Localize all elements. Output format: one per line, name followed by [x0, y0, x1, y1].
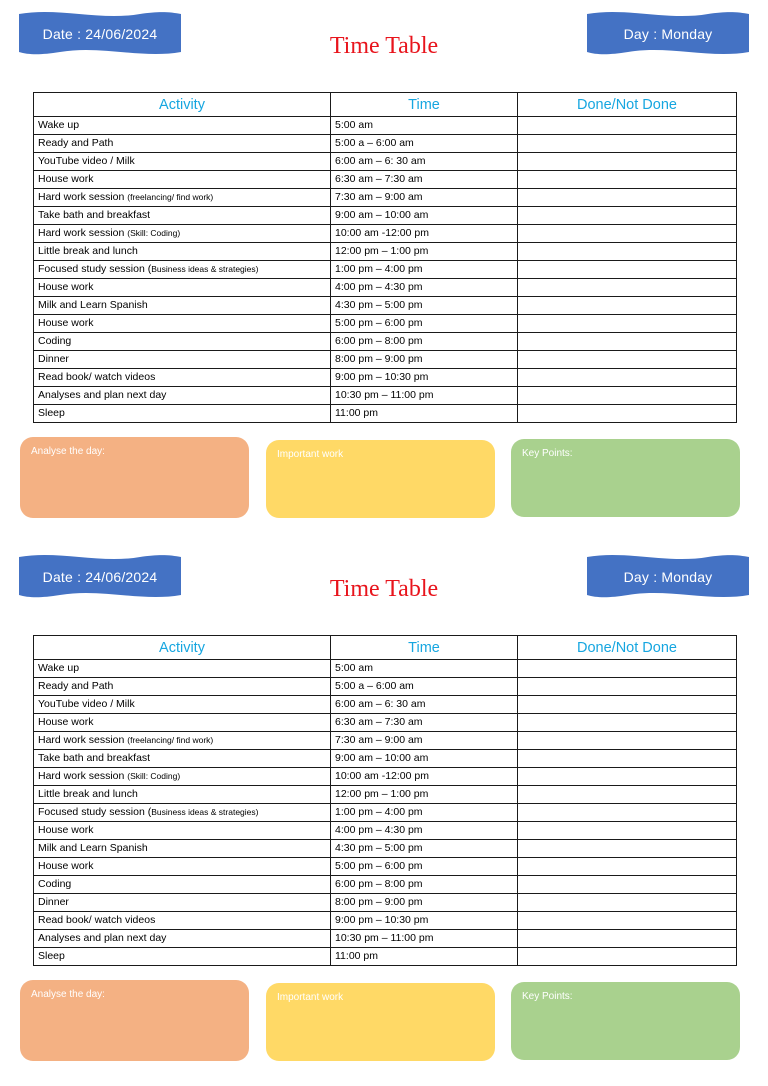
activity-cell — [34, 858, 331, 876]
table-row — [34, 894, 737, 912]
activity-cell — [34, 243, 331, 261]
activity-cell — [34, 117, 331, 135]
table-row — [34, 279, 737, 297]
activity-text: House work — [38, 824, 94, 836]
table-row — [34, 297, 737, 315]
activity-cell — [34, 804, 331, 822]
time-cell: 6:30 am – 7:30 am — [331, 714, 518, 732]
table-row — [34, 822, 737, 840]
done-cell[interactable] — [518, 225, 737, 243]
table-row — [34, 696, 737, 714]
table-row — [34, 243, 737, 261]
activity-cell — [34, 696, 331, 714]
key-points-label: Key Points: — [522, 991, 573, 1002]
activity-text: Wake up — [38, 119, 80, 131]
activity-text: Focused study session ( — [38, 263, 152, 275]
done-cell[interactable] — [518, 768, 737, 786]
activity-text: House work — [38, 317, 94, 329]
done-cell[interactable] — [518, 135, 737, 153]
timetable-page-section — [0, 543, 768, 1086]
time-cell: 11:00 pm — [331, 948, 518, 966]
done-cell[interactable] — [518, 660, 737, 678]
table-row — [34, 714, 737, 732]
important-work-box[interactable] — [266, 983, 495, 1061]
done-cell[interactable] — [518, 912, 737, 930]
table-row — [34, 207, 737, 225]
key-points-label: Key Points: — [522, 448, 573, 459]
activity-text: Little break and lunch — [38, 245, 138, 257]
activity-cell — [34, 171, 331, 189]
activity-text: Hard work session — [38, 734, 128, 746]
done-cell[interactable] — [518, 333, 737, 351]
table-row — [34, 768, 737, 786]
table-header-row — [34, 93, 737, 117]
activity-cell — [34, 768, 331, 786]
activity-cell — [34, 660, 331, 678]
done-cell[interactable] — [518, 858, 737, 876]
time-cell: 6:00 am – 6: 30 am — [331, 153, 518, 171]
activity-text: Coding — [38, 335, 72, 347]
time-cell: 10:00 am -12:00 pm — [331, 768, 518, 786]
done-cell[interactable] — [518, 948, 737, 966]
time-cell: 6:00 pm – 8:00 pm — [331, 876, 518, 894]
table-row — [34, 153, 737, 171]
time-cell: 9:00 am – 10:00 am — [331, 750, 518, 768]
important-work-label: Important work — [277, 449, 344, 460]
time-cell: 10:00 am -12:00 pm — [331, 225, 518, 243]
table-row — [34, 858, 737, 876]
activity-text: Analyses and plan next day — [38, 932, 167, 944]
activity-text: Milk and Learn Spanish — [38, 842, 148, 854]
activity-cell — [34, 912, 331, 930]
activity-cell — [34, 315, 331, 333]
done-cell[interactable] — [518, 261, 737, 279]
activity-note: Business ideas & strategies) — [151, 264, 259, 274]
time-cell: 4:00 pm – 4:30 pm — [331, 279, 518, 297]
time-cell: 1:00 pm – 4:00 pm — [331, 261, 518, 279]
done-cell[interactable] — [518, 315, 737, 333]
table-row — [34, 660, 737, 678]
column-header-activity: Activity — [34, 636, 331, 660]
table-row — [34, 804, 737, 822]
time-cell: 4:00 pm – 4:30 pm — [331, 822, 518, 840]
time-cell: 4:30 pm – 5:00 pm — [331, 840, 518, 858]
table-row — [34, 786, 737, 804]
time-cell: 5:00 pm – 6:00 pm — [331, 315, 518, 333]
activity-note: (freelancing/ find work) — [127, 735, 214, 745]
analyse-day-label: Analyse the day: — [31, 446, 105, 457]
activity-cell — [34, 135, 331, 153]
activity-note: Business ideas & strategies) — [151, 807, 259, 817]
table-row — [34, 135, 737, 153]
day-label: Day : Monday — [623, 569, 713, 585]
done-cell[interactable] — [518, 750, 737, 768]
key-points-box[interactable] — [511, 439, 740, 517]
time-cell: 10:30 pm – 11:00 pm — [331, 387, 518, 405]
column-header-activity: Activity — [34, 93, 331, 117]
time-cell: 9:00 pm – 10:30 pm — [331, 369, 518, 387]
time-cell: 11:00 pm — [331, 405, 518, 423]
table-row — [34, 405, 737, 423]
table-header-row — [34, 636, 737, 660]
time-cell: 8:00 pm – 9:00 pm — [331, 894, 518, 912]
time-cell: 5:00 am — [331, 660, 518, 678]
important-work-label: Important work — [277, 992, 344, 1003]
table-row — [34, 315, 737, 333]
date-label: Date : 24/06/2024 — [42, 26, 158, 42]
activity-text: Hard work session — [38, 770, 128, 782]
time-cell: 6:30 am – 7:30 am — [331, 171, 518, 189]
table-row — [34, 351, 737, 369]
page-title: Time Table — [329, 33, 439, 59]
activity-cell — [34, 387, 331, 405]
done-cell[interactable] — [518, 189, 737, 207]
activity-note: (Skill: Coding) — [127, 228, 181, 238]
table-body — [34, 117, 737, 423]
done-cell[interactable] — [518, 369, 737, 387]
key-points-box[interactable] — [511, 982, 740, 1060]
activity-text: Take bath and breakfast — [38, 752, 151, 764]
activity-text: House work — [38, 716, 94, 728]
time-cell: 7:30 am – 9:00 am — [331, 732, 518, 750]
done-cell[interactable] — [518, 207, 737, 225]
activity-text: Sleep — [38, 950, 65, 962]
time-cell: 7:30 am – 9:00 am — [331, 189, 518, 207]
activity-cell — [34, 930, 331, 948]
activity-text: Sleep — [38, 407, 65, 419]
activity-cell — [34, 876, 331, 894]
table-row — [34, 840, 737, 858]
activity-cell — [34, 405, 331, 423]
activity-text: YouTube video / Milk — [38, 155, 135, 167]
activity-cell — [34, 297, 331, 315]
done-cell[interactable] — [518, 387, 737, 405]
time-cell: 9:00 am – 10:00 am — [331, 207, 518, 225]
table-body — [34, 660, 737, 966]
page-title: Time Table — [329, 576, 439, 602]
activity-text: House work — [38, 281, 94, 293]
timetable-table — [33, 635, 737, 966]
done-cell[interactable] — [518, 732, 737, 750]
table-row — [34, 750, 737, 768]
time-cell: 12:00 pm – 1:00 pm — [331, 243, 518, 261]
time-cell: 12:00 pm – 1:00 pm — [331, 786, 518, 804]
time-cell: 8:00 pm – 9:00 pm — [331, 351, 518, 369]
time-cell: 4:30 pm – 5:00 pm — [331, 297, 518, 315]
activity-cell — [34, 786, 331, 804]
day-label: Day : Monday — [623, 26, 713, 42]
activity-cell — [34, 732, 331, 750]
activity-cell — [34, 261, 331, 279]
activity-text: House work — [38, 860, 94, 872]
done-cell[interactable] — [518, 894, 737, 912]
activity-cell — [34, 369, 331, 387]
column-header-time: Time — [331, 93, 518, 117]
done-cell[interactable] — [518, 117, 737, 135]
column-header-done: Done/Not Done — [518, 93, 737, 117]
activity-text: Hard work session — [38, 227, 128, 239]
activity-text: Little break and lunch — [38, 788, 138, 800]
analyse-day-label: Analyse the day: — [31, 989, 105, 1000]
activity-text: Read book/ watch videos — [38, 371, 156, 383]
done-cell[interactable] — [518, 876, 737, 894]
activity-cell — [34, 333, 331, 351]
done-cell[interactable] — [518, 171, 737, 189]
activity-text: Analyses and plan next day — [38, 389, 167, 401]
done-cell[interactable] — [518, 786, 737, 804]
time-cell: 1:00 pm – 4:00 pm — [331, 804, 518, 822]
day-banner — [587, 553, 749, 601]
activity-text: YouTube video / Milk — [38, 698, 135, 710]
activity-cell — [34, 351, 331, 369]
done-cell[interactable] — [518, 930, 737, 948]
activity-cell — [34, 189, 331, 207]
done-cell[interactable] — [518, 279, 737, 297]
column-header-time: Time — [331, 636, 518, 660]
activity-text: Coding — [38, 878, 72, 890]
date-label: Date : 24/06/2024 — [42, 569, 158, 585]
activity-cell — [34, 279, 331, 297]
table-row — [34, 171, 737, 189]
activity-cell — [34, 948, 331, 966]
time-cell: 5:00 pm – 6:00 pm — [331, 858, 518, 876]
table-row — [34, 387, 737, 405]
time-cell: 6:00 am – 6: 30 am — [331, 696, 518, 714]
activity-text: Focused study session ( — [38, 806, 152, 818]
activity-note: (Skill: Coding) — [127, 771, 181, 781]
table-row — [34, 117, 737, 135]
activity-text: Wake up — [38, 662, 80, 674]
table-row — [34, 678, 737, 696]
table-row — [34, 333, 737, 351]
done-cell[interactable] — [518, 804, 737, 822]
activity-text: Milk and Learn Spanish — [38, 299, 148, 311]
activity-text: Dinner — [38, 896, 69, 908]
activity-text: Read book/ watch videos — [38, 914, 156, 926]
analyse-day-box[interactable] — [20, 980, 249, 1061]
table-row — [34, 912, 737, 930]
column-header-done: Done/Not Done — [518, 636, 737, 660]
time-cell: 9:00 pm – 10:30 pm — [331, 912, 518, 930]
timetable-table — [33, 92, 737, 423]
done-cell[interactable] — [518, 153, 737, 171]
done-cell[interactable] — [518, 714, 737, 732]
table-row — [34, 369, 737, 387]
activity-cell — [34, 153, 331, 171]
done-cell[interactable] — [518, 678, 737, 696]
table-row — [34, 261, 737, 279]
activity-cell — [34, 750, 331, 768]
table-row — [34, 225, 737, 243]
time-cell: 10:30 pm – 11:00 pm — [331, 930, 518, 948]
table-row — [34, 930, 737, 948]
activity-text: Ready and Path — [38, 680, 114, 692]
activity-text: Ready and Path — [38, 137, 114, 149]
activity-text: Dinner — [38, 353, 69, 365]
done-cell[interactable] — [518, 405, 737, 423]
activity-note: (freelancing/ find work) — [127, 192, 214, 202]
activity-cell — [34, 678, 331, 696]
table-row — [34, 732, 737, 750]
time-cell: 5:00 a – 6:00 am — [331, 135, 518, 153]
activity-cell — [34, 894, 331, 912]
activity-text: Hard work session — [38, 191, 128, 203]
activity-cell — [34, 840, 331, 858]
activity-cell — [34, 714, 331, 732]
table-row — [34, 189, 737, 207]
done-cell[interactable] — [518, 822, 737, 840]
done-cell[interactable] — [518, 696, 737, 714]
activity-cell — [34, 822, 331, 840]
time-cell: 5:00 a – 6:00 am — [331, 678, 518, 696]
activity-cell — [34, 207, 331, 225]
time-cell: 6:00 pm – 8:00 pm — [331, 333, 518, 351]
analyse-day-box[interactable] — [20, 437, 249, 518]
time-cell: 5:00 am — [331, 117, 518, 135]
table-row — [34, 948, 737, 966]
done-cell[interactable] — [518, 840, 737, 858]
done-cell[interactable] — [518, 243, 737, 261]
activity-text: Take bath and breakfast — [38, 209, 151, 221]
done-cell[interactable] — [518, 351, 737, 369]
day-banner — [587, 10, 749, 58]
done-cell[interactable] — [518, 297, 737, 315]
activity-cell — [34, 225, 331, 243]
table-row — [34, 876, 737, 894]
important-work-box[interactable] — [266, 440, 495, 518]
activity-text: House work — [38, 173, 94, 185]
